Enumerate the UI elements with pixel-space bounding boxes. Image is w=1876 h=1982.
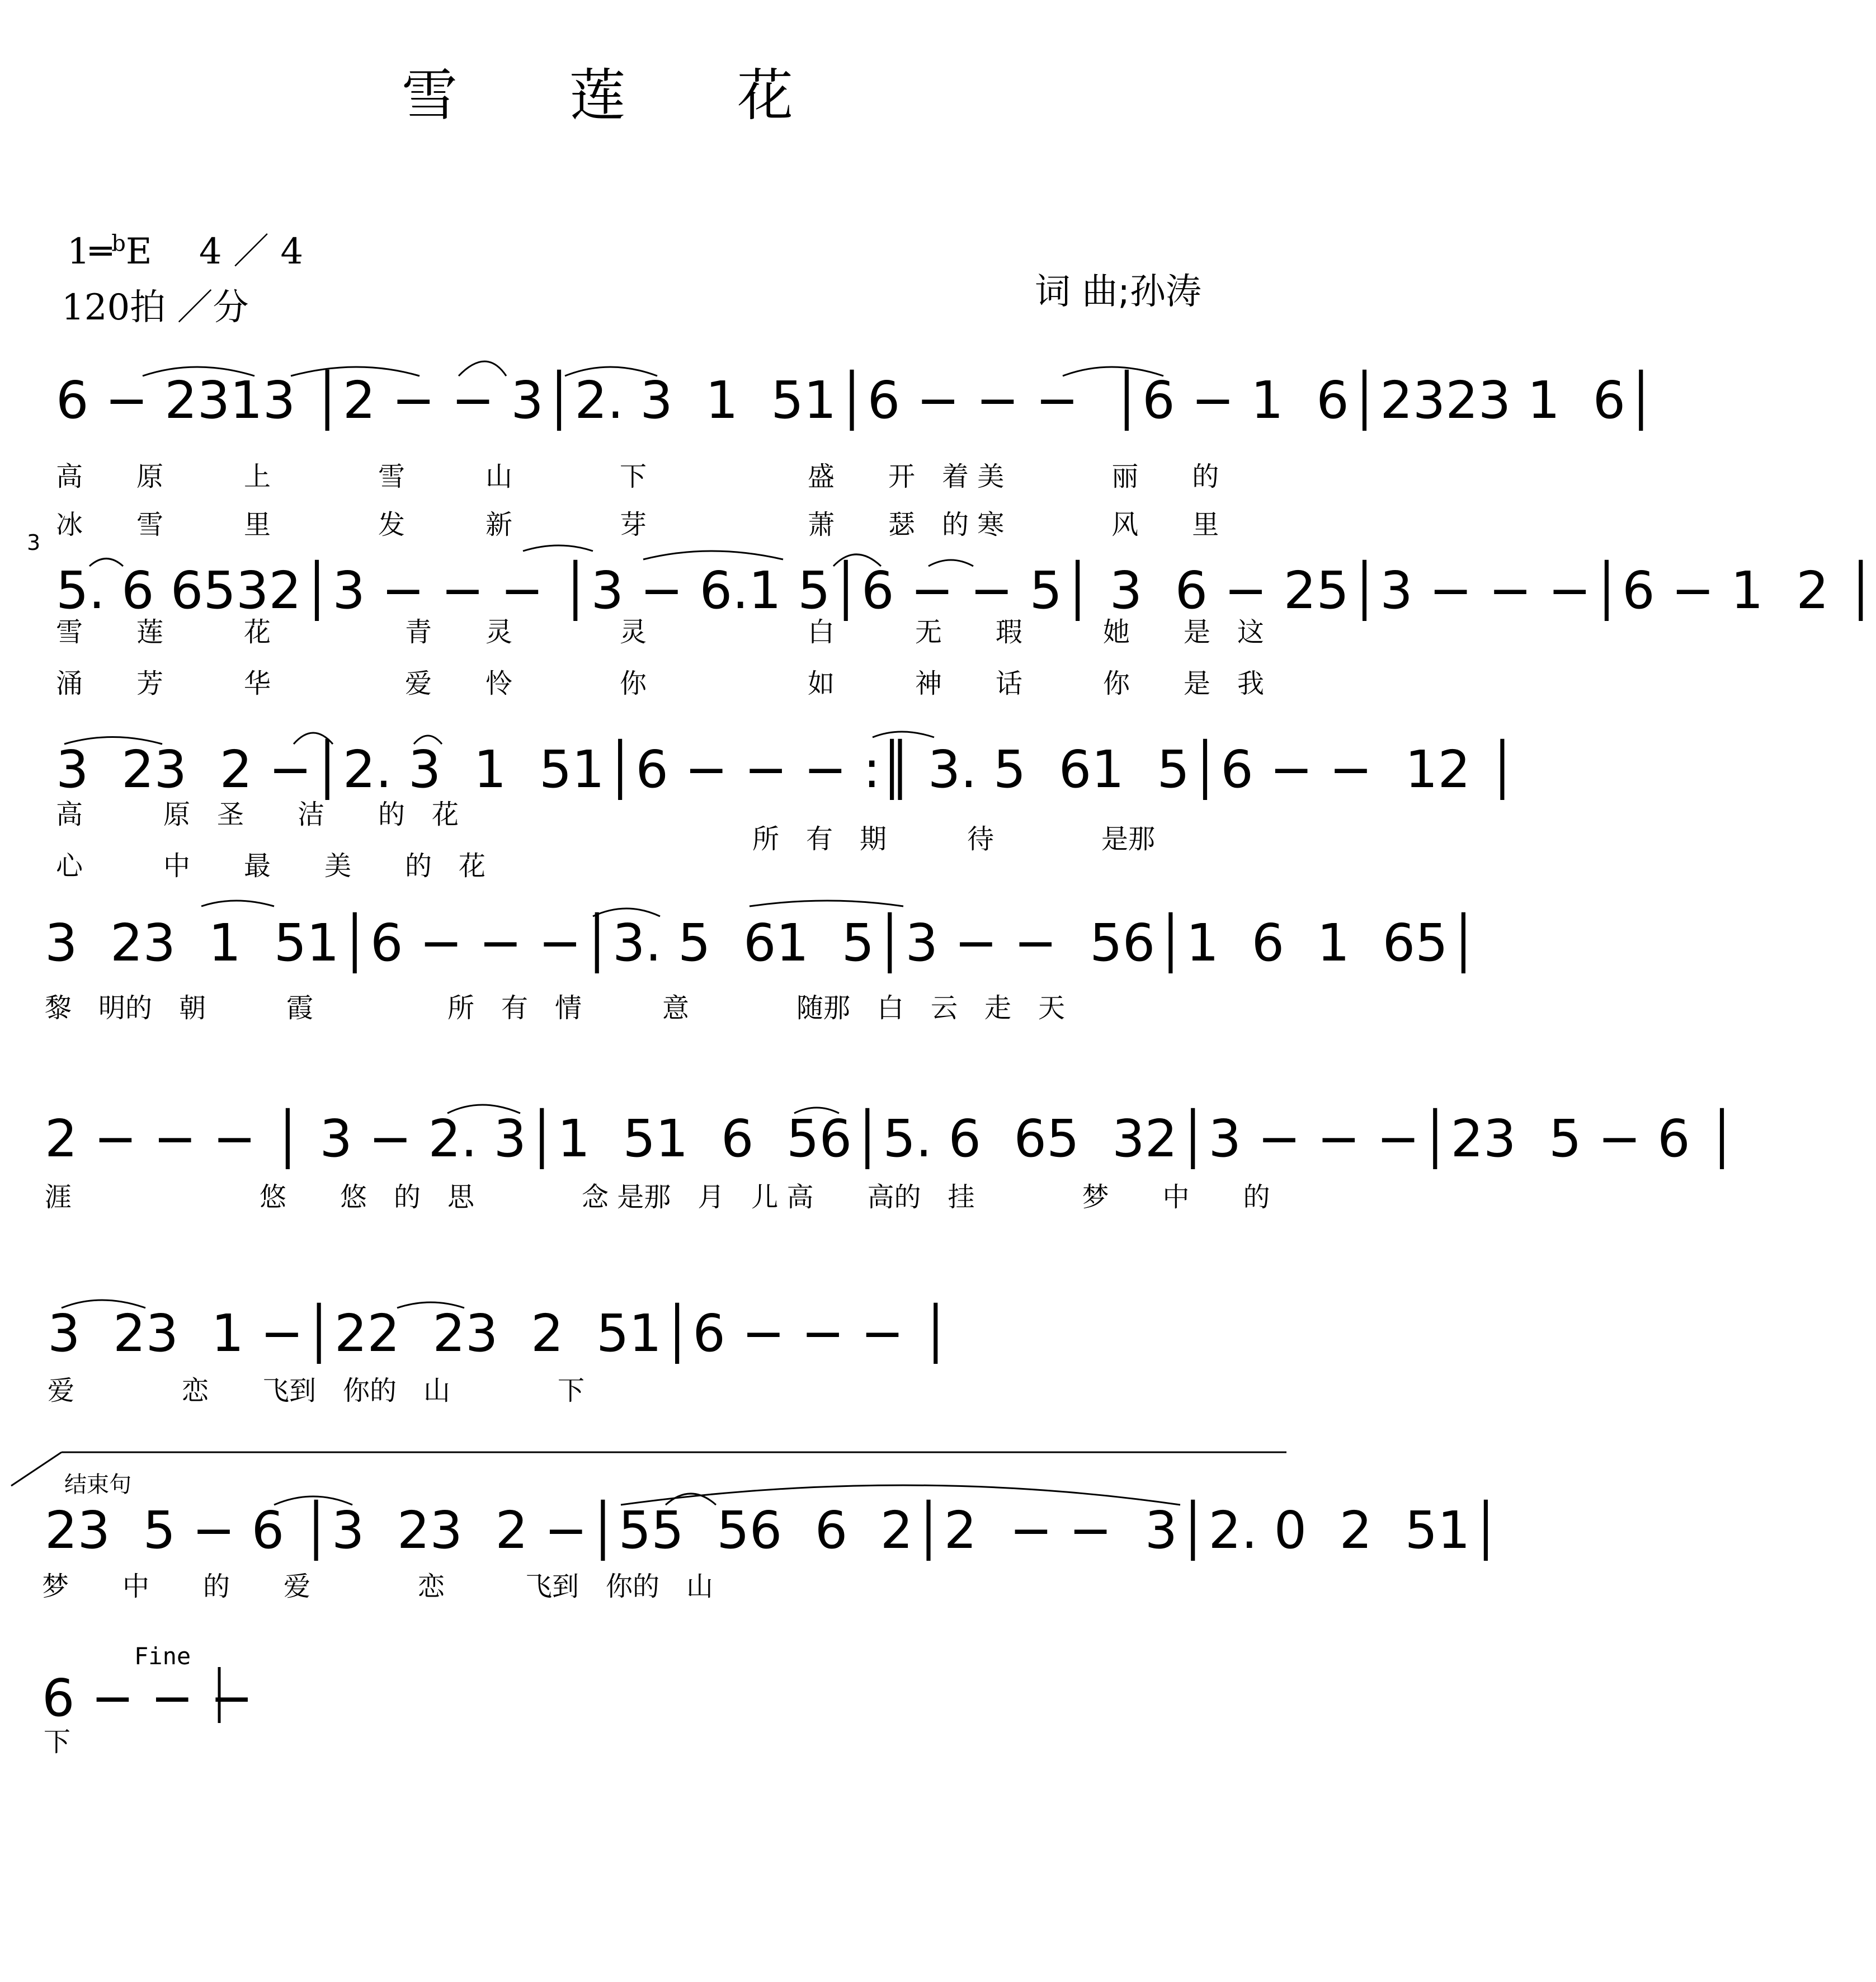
slur xyxy=(621,1485,1180,1505)
slur xyxy=(274,1496,352,1505)
notes-row-4: 3 23 1 51│6 − − −│3. 5 61 5│3 − − 56│1 6 1 65│ xyxy=(45,913,1479,973)
slur xyxy=(89,559,123,567)
coda-line xyxy=(11,1452,62,1486)
lyrics-row-7: 梦 中 的 爱 恋 飞到 你的 山 xyxy=(42,1571,714,1602)
slur xyxy=(291,367,419,376)
slur xyxy=(873,732,934,737)
slur xyxy=(143,367,254,376)
slur xyxy=(794,1108,839,1113)
slur xyxy=(750,901,903,906)
lyrics-row-4: 黎 明的 朝 霞 所 有 情 意 随那 白 云 走 天 xyxy=(45,992,1066,1024)
slur xyxy=(414,736,442,744)
lyrics-row-1-verse-1: 高 原 上 雪 山 下 盛 开 着 美 丽 的 xyxy=(56,461,1219,492)
lyrics-row-6: 爱 恋 飞到 你的 山 下 xyxy=(48,1375,585,1406)
lyrics-row-1-verse-2: 冰 雪 里 发 新 芽 萧 瑟 的 寒 风 里 xyxy=(56,509,1219,540)
slur xyxy=(523,545,593,551)
lyrics-row-3-verse-2: 心 中 最 美 的 花 xyxy=(56,850,486,882)
song-title: 雪 莲 花 xyxy=(402,63,793,128)
lyrics-row-3-verse-1: 高 原 圣 洁 的 花 xyxy=(56,799,459,830)
slur xyxy=(447,1105,520,1113)
slur xyxy=(928,560,973,566)
slur xyxy=(593,908,660,916)
key-prefix: 1═ xyxy=(67,231,112,272)
notes-row-8: 6 − − − xyxy=(42,1668,253,1728)
slur xyxy=(397,1302,464,1308)
notes-row-1: 6 − 2313 │2 − − 3│2. 3 1 51│6 − − − │6 − 1 6│2323 1 6│ xyxy=(56,370,1657,430)
slur xyxy=(565,367,657,376)
slur xyxy=(64,737,162,745)
tempo-marking: 120拍 ／分 xyxy=(62,287,249,328)
lyrics-row-8: 下 xyxy=(44,1726,71,1758)
credits: 词 曲;孙涛 xyxy=(1035,271,1201,313)
key-suffix: E 4 ／ 4 xyxy=(125,231,304,272)
coda-label: 结束句 xyxy=(64,1472,131,1498)
slur xyxy=(833,554,881,566)
slur xyxy=(1063,367,1163,376)
notes-row-5: 2 − − − │ 3 − 2. 3│1 51 6 56│5. 6 65 32│3 − − −│23 5 − 6 │ xyxy=(45,1109,1738,1169)
notes-row-3: 3 23 2 −│2. 3 1 51│6 − − − :║ 3. 5 61 5│6 − − 12 │ xyxy=(56,740,1518,799)
slur xyxy=(459,361,506,376)
repeat-mark: 3 xyxy=(27,530,41,555)
lyrics-row-5: 涯 悠 悠 的 思 念 是那 月 儿 高 高的 挂 梦 中 的 xyxy=(45,1181,1270,1213)
notes-row-2: 5. 6 6532│3 − − − │3 − 6.1 5│6 − − 5│ 3 6 − 25│3 − − −│6 − 1 2 │ xyxy=(56,561,1876,620)
lyrics-row-2-verse-1: 雪 莲 花 青 灵 灵 白 无 瑕 她 是 这 xyxy=(56,616,1265,648)
slur xyxy=(201,901,274,906)
fine-label: Fine xyxy=(134,1642,191,1670)
notes-row-6: 3 23 1 −│22 23 2 51│6 − − − │ xyxy=(48,1303,951,1363)
slur xyxy=(62,1300,145,1308)
lyrics-row-2-verse-2: 涌 芳 华 爱 怜 你 如 神 话 你 是 我 xyxy=(56,668,1265,699)
slur xyxy=(643,551,783,559)
slur xyxy=(294,733,333,744)
flat-sign: b xyxy=(111,230,126,257)
lyrics-row-3-refrain: 所 有 期 待 是那 xyxy=(752,823,1156,855)
notes-row-7: 23 5 − 6 │3 23 2 −│55 56 6 2│2 − − 3│2. 0 2 51│ xyxy=(45,1500,1502,1560)
